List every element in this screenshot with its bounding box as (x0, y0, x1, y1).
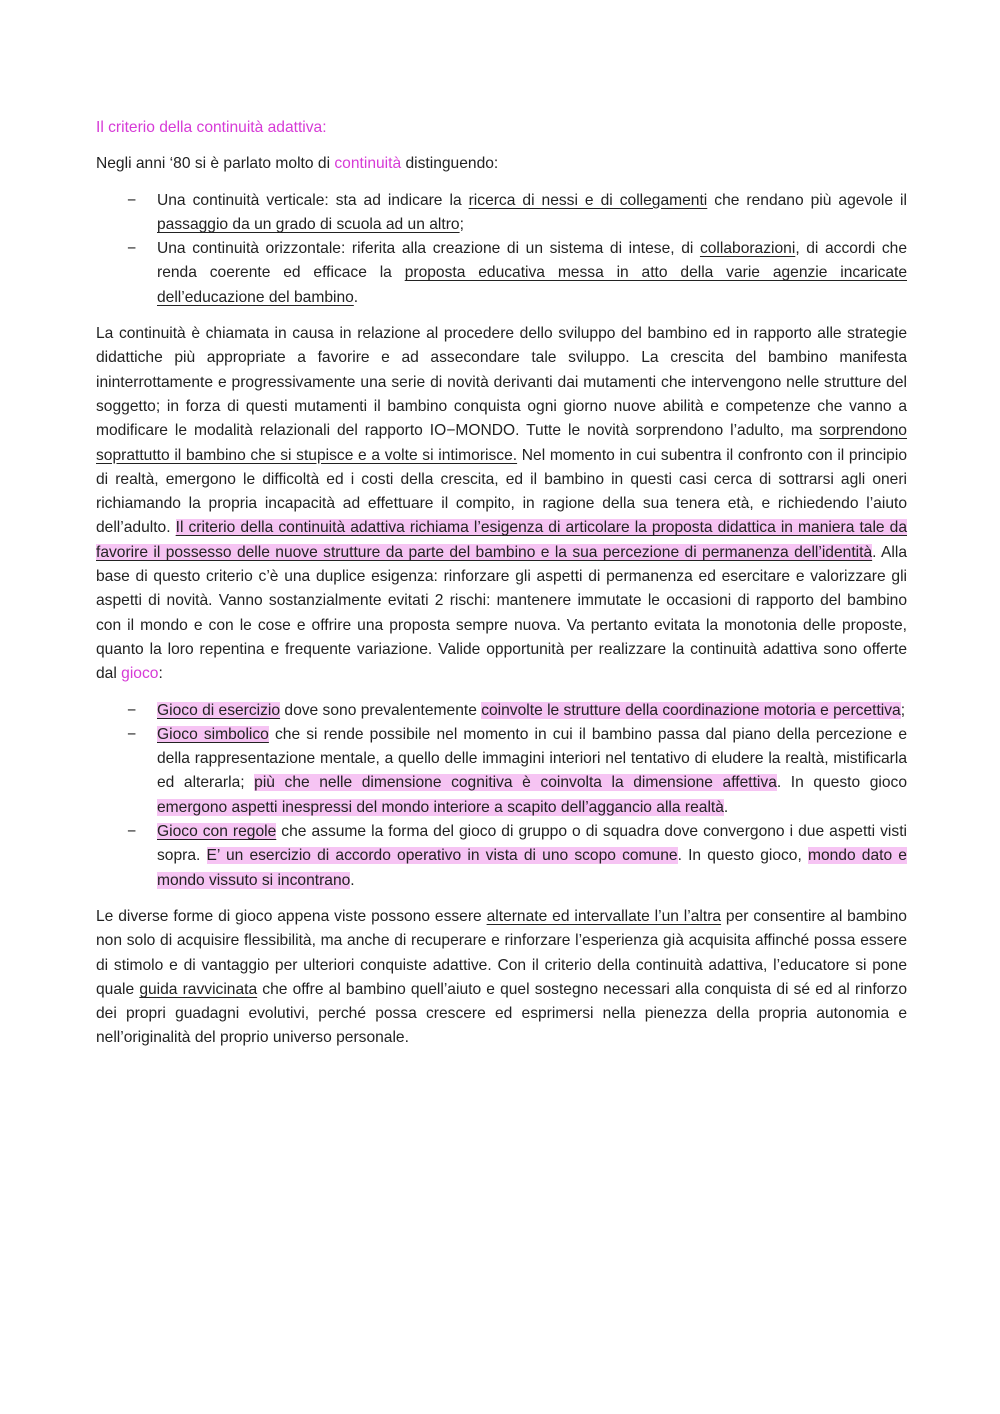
list-item-horizontal-continuity (96, 237, 907, 310)
item-text: Una continuità orizzontale: riferita alla creazione di un sistema di intese, di (157, 240, 700, 258)
highlighted-phrase: più che nelle dimensione cognitiva è coinvolta la dimensione affettiva (254, 774, 777, 792)
body-paragraph-conclusion (96, 905, 907, 1051)
underlined-phrase: passaggio da un grado di scuola ad un altro (157, 215, 460, 233)
intro-keyword: continuità (334, 155, 402, 173)
item-text: . In questo gioco, (677, 847, 808, 865)
body-paragraph-development (96, 322, 907, 686)
paragraph-text: Le diverse forme di gioco appena viste possono essere (96, 907, 487, 925)
dash-bullet: − (127, 191, 137, 209)
paragraph-text: per consentire al bambino non solo di acquisire flessibilità, ma anche di recuperare e rinforzare l’esperienza già acquisita affinché possa essere di stimolo e di vantaggio per ulteriori conquiste adattive. Con il criterio della continuità adattiva, l’educatore si pone quale (96, 907, 907, 998)
highlighted-phrase: Il criterio della continuità adattiva richiama l’esigenza di articolare la proposta didattica in maniera tale da favorire il possesso delle nuove strutture da parte del bambino e la sua percezione di permanenza dell’identità (96, 519, 907, 561)
item-text: . In questo gioco (776, 774, 908, 792)
document-page (96, 116, 907, 1051)
underlined-phrase: collaborazioni (699, 240, 796, 258)
game-types-list (96, 699, 907, 893)
list-item-symbolic-game (96, 723, 907, 820)
section-heading: Il criterio della continuità adattiva: (96, 119, 327, 136)
dash-bullet: − (127, 823, 137, 841)
list-item-rules-game (96, 820, 907, 893)
paragraph-text: La continuità è chiamata in causa in relazione al procedere dello sviluppo del bambino ed in rapporto alle strategie didattiche più appropriate a favorire e ad assecondare tale sviluppo. La crescita del bambino manifesta ininterrottamente e progressivamente una serie di novità derivanti dai mutamenti che intervengono nelle strutture del soggetto; in forza di questi mutamenti il bambino conquista ogni giorno nuove abilità e competenze che vanno a modificare le modalità relazionali del rapporto IO−MONDO. Tutte le novità sorprendono l’adulto, ma (96, 325, 907, 440)
intro-text: Negli anni ‘80 si è parlato molto di (96, 155, 335, 173)
paragraph-text: che offre al bambino quell’aiuto e quel sostegno necessari alla conquista di sé ed al rinforzo dei propri guadagni evolutivi, perché possa crescere ed esprimersi nella pienezza della propria autonomia e nell’originalità del proprio universo personale. (96, 980, 907, 1047)
dash-bullet: − (127, 725, 137, 743)
continuity-list (96, 189, 907, 310)
paragraph-text: : (158, 665, 163, 683)
dash-bullet: − (127, 701, 137, 719)
item-text: che assume la forma del gioco di gruppo o di squadra dove convergono i due aspetti visti sopra. (157, 823, 907, 865)
intro-paragraph (96, 152, 907, 176)
underlined-phrase: sorprendono soprattutto il bambino che si stupisce e a volte si intimorisce. (96, 422, 907, 464)
item-text: . (350, 871, 355, 889)
keyword-gioco: gioco (121, 665, 159, 683)
list-item-vertical-continuity (96, 189, 907, 238)
item-text: Una continuità verticale: sta ad indicare la (157, 191, 469, 209)
item-text: ; (459, 215, 464, 233)
item-text: dove sono prevalentemente (280, 701, 482, 719)
underlined-phrase: alternate ed intervallate l’un l’altra (486, 907, 722, 925)
underlined-phrase: ricerca di nessi e di collegamenti (468, 191, 708, 209)
intro-text-end: distinguendo: (401, 155, 499, 173)
item-text: . (353, 288, 359, 306)
paragraph-text: . Alla base di questo criterio c’è una duplice esigenza: rinforzare gli aspetti di permanenza ed esercitare e valorizzare gli aspetti di novità. Vanno sostanzialmente evitati 2 rischi: mantenere immutate le occasioni di rapporto del bambino con il mondo e con le cose e offrire una proposta sempre nuova. Va pertanto evitata la monotonia delle proposte, quanto la loro repentina e frequente variazione. Valide opportunità per realizzare la continuità adattiva sono offerte dal (96, 543, 907, 683)
highlighted-phrase: E’ un esercizio di accordo operativo in vista di uno scopo comune (206, 847, 678, 865)
highlighted-phrase: emergono aspetti inespressi del mondo interiore a scapito dell’aggancio alla realtà (157, 798, 724, 816)
item-text: che si rende possibile nel momento in cui il bambino passa dal piano della percezione e della rappresentazione mentale, a quello delle immagini interiori nel tentativo di eludere la realtà, mistificarla ed alterarla; (157, 725, 907, 792)
underlined-phrase: guida ravvicinata (139, 980, 258, 998)
game-name: Gioco simbolico (157, 725, 269, 743)
paragraph-text: Nel momento in cui subentra il confronto con il principio di realtà, emergono le difficoltà ed i costi della crescita, ed il bambino in questi casi cerca di sottrarsi agli oneri richiamando la propria incapacità ad effettuare il compito, in ragione della sua tenera età, e richiedendo l’aiuto dell’adulto. (96, 446, 907, 537)
item-text: . (723, 798, 729, 816)
item-text: ; (900, 701, 906, 719)
highlighted-phrase: mondo dato e mondo vissuto si incontrano (157, 847, 907, 889)
highlighted-phrase: coinvolte le strutture della coordinazione motoria e percettiva (481, 701, 901, 719)
item-text: che rendano più agevole il (707, 191, 907, 209)
list-item-exercise-game (96, 699, 907, 723)
item-text: , di accordi che renda coerente ed efficace la (157, 240, 907, 282)
game-name: Gioco con regole (157, 823, 277, 841)
underlined-phrase: proposta educativa messa in atto della varie agenzie incaricate dell’educazione del bambino (157, 264, 908, 306)
game-name: Gioco di esercizio (157, 701, 281, 719)
dash-bullet: − (127, 240, 137, 258)
